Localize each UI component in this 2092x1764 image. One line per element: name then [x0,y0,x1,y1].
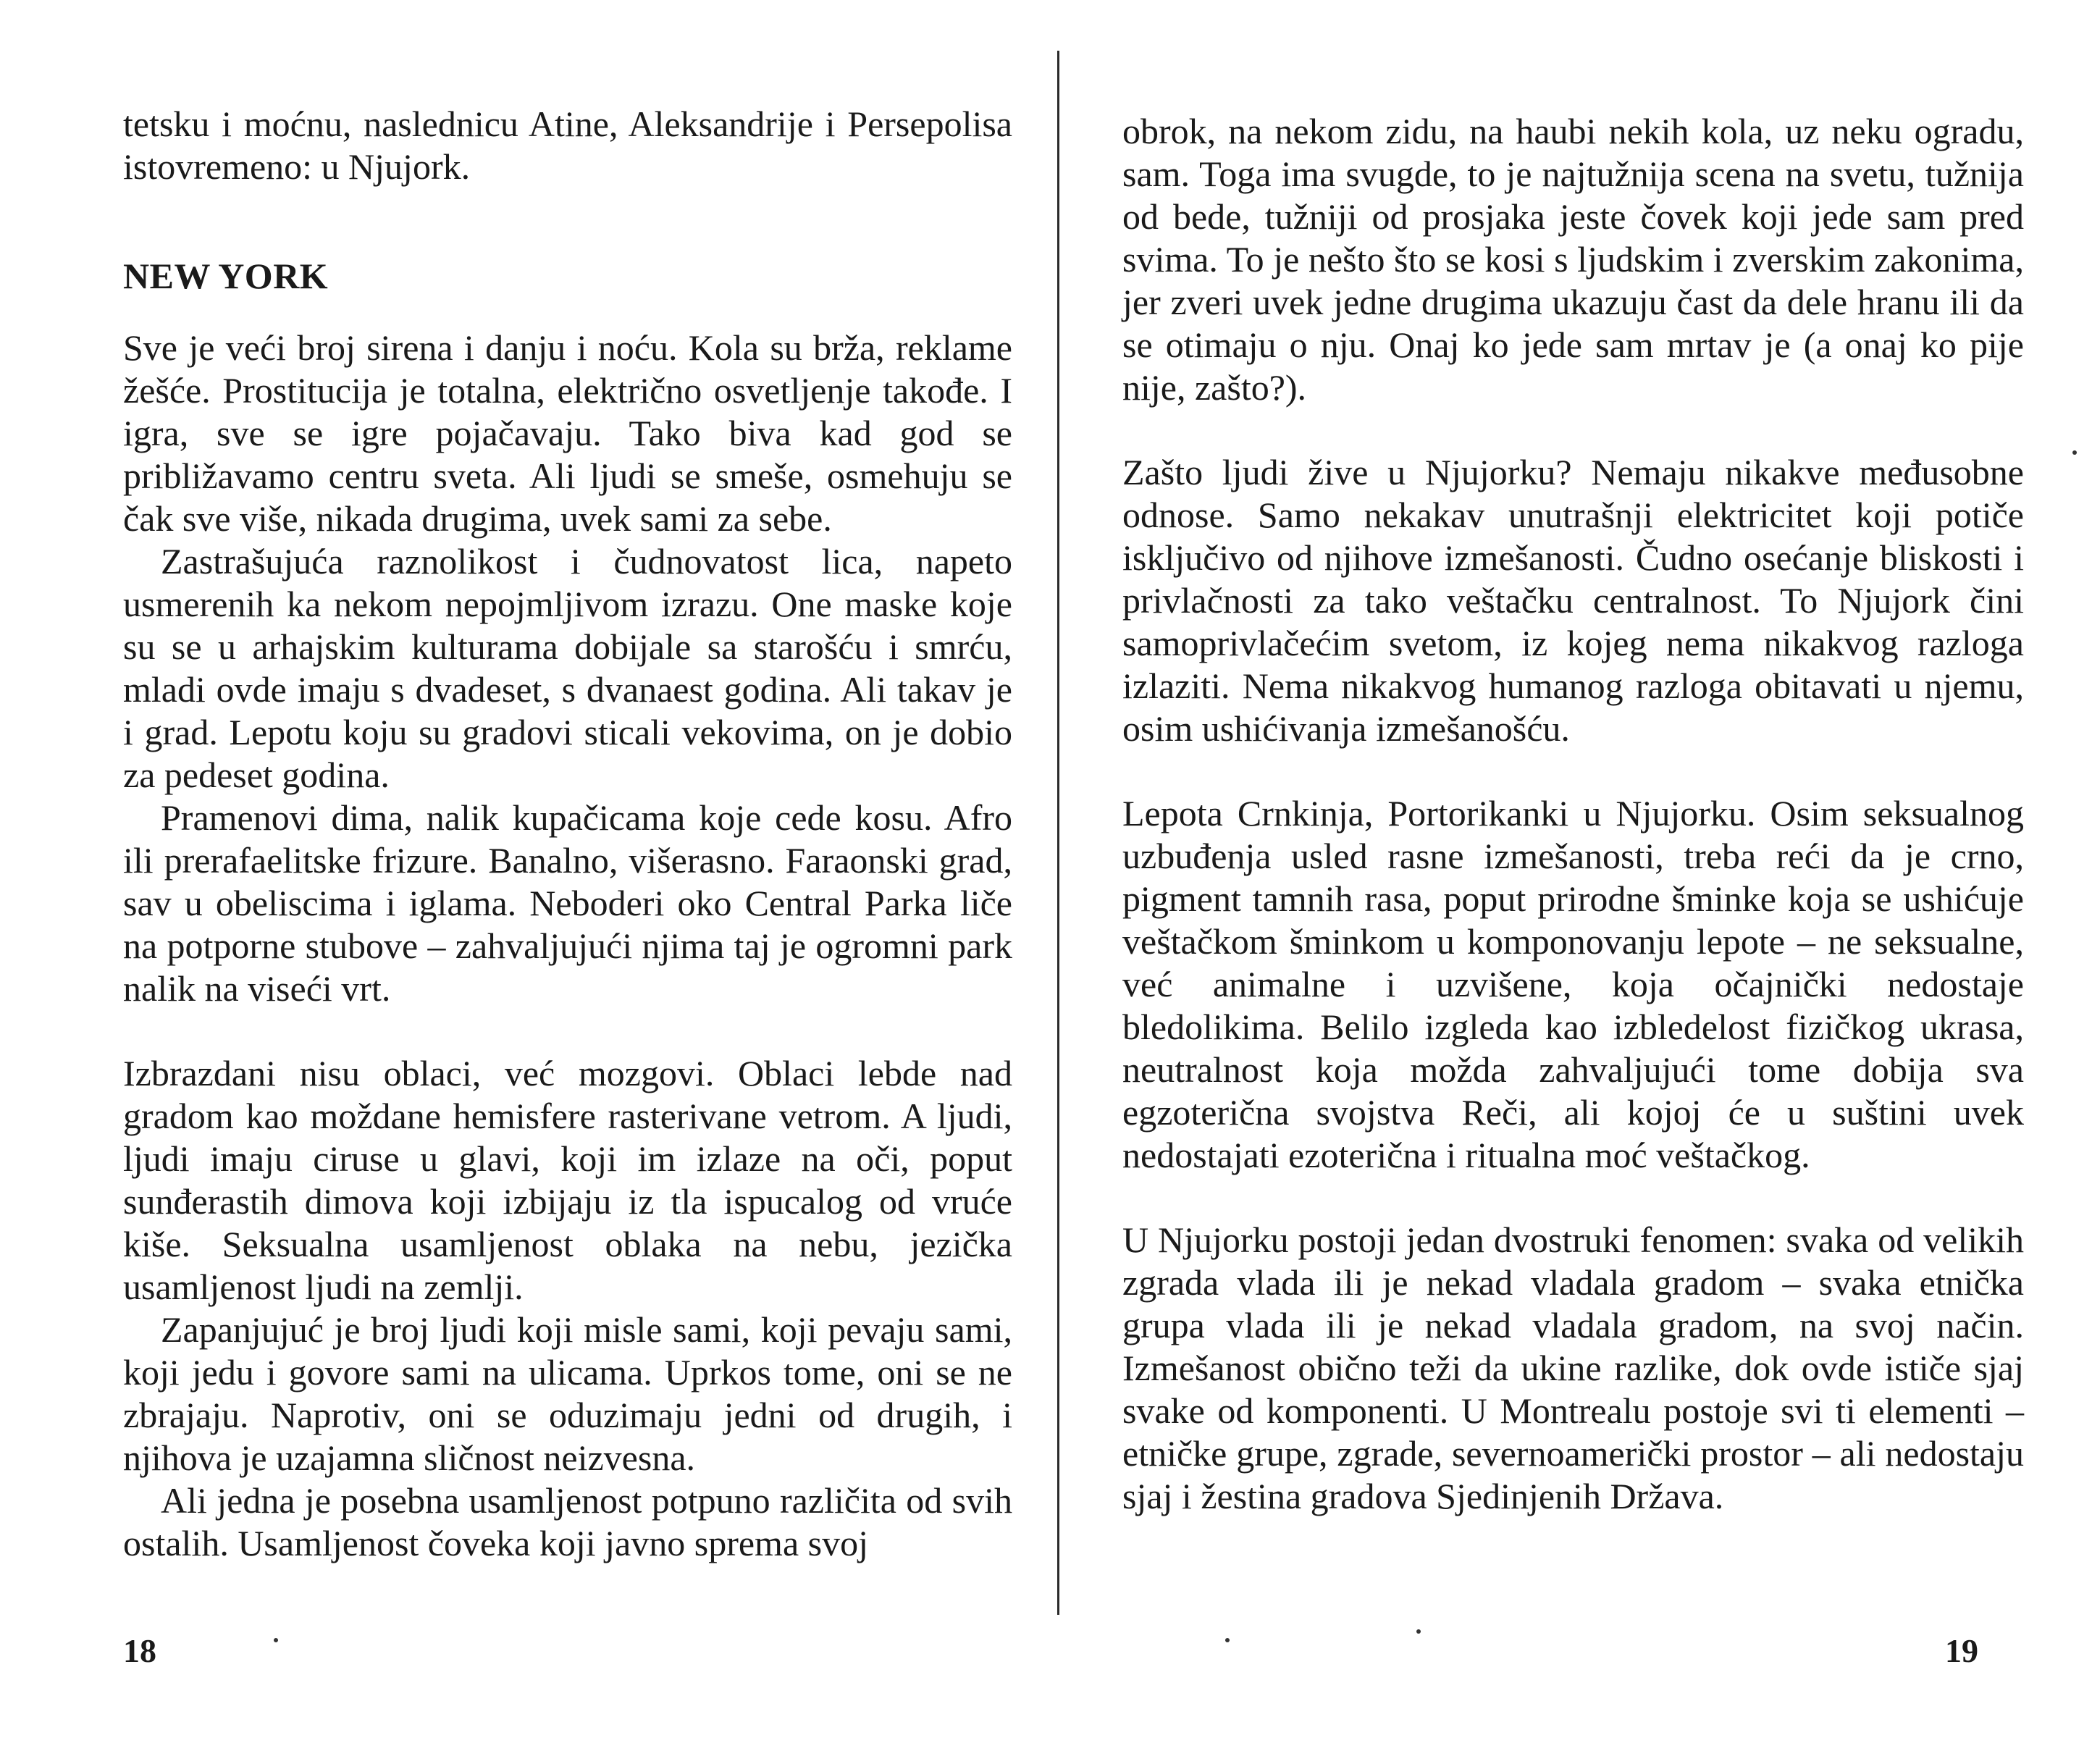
right-page [1057,0,2092,1764]
paragraph: Sve je veći broj sirena i danju i noću. Kola su brža, reklame žešće. Prostitucija je totalna, električno osvetljenje takođe. I igra, sve se igre pojačavaju. Tako biva kad god se približavamo centru sveta. Ali ljudi se smeše, osmehuju se čak sve više, nikada drugima, uvek sami za sebe. [123,327,1012,539]
page-number-left: 18 [123,1632,156,1669]
paragraph: Zastrašujuća raznolikost i čudnovatost lica, napeto usmerenih ka nekom nepojmljivom izrazu. One maske koje su se u arhajskim kulturama dobijale sa starošću i smrću, mladi ovde imaju s dvadeset, s dvanaest godina. Ali takav je i grad. Lepotu koju su gradovi sticali vekovima, on je dobio za pedeset godina. [123,541,1012,795]
scan-speck [2072,450,2077,455]
paragraph: Izbrazdani nisu oblaci, već mozgovi. Oblaci lebde nad gradom kao moždane hemisfere rasterivane vetrom. A ljudi, ljudi imaju ciruse u glavi, koji im izlaze na oči, poput sunđerastih dimova koji izbijaju iz tla ispucalog od vruće kiše. Seksualna usamljenost oblaka na nebu, jezička usamljenost ljudi na zemlji. [123,1053,1012,1307]
paragraph: Zašto ljudi žive u Njujorku? Nemaju nikakve međusobne odnose. Samo nekakav unutrašnji elektricitet koji potiče isključivo od njihove izmešanosti. Čudno osećanje bliskosti i privlačnosti za tako veštačku centralnost. To Njujork čini samoprivlačećim svetom, iz kojeg nema nikakvog razloga izlaziti. Nema nikakvog humanog razloga obitavati u njemu, osim ushićivanja izmešanošću. [1122,452,2024,749]
scan-speck [274,1638,278,1642]
right-page-text-column [1122,110,2024,1518]
page-number-right: 19 [1945,1632,1978,1669]
scan-speck [1225,1638,1230,1642]
paragraph: Pramenovi dima, nalik kupačicama koje cede kosu. Afro ili prerafaelitske frizure. Banalno, višerasno. Faraonski grad, sav u obeliscima i iglama. Neboderi oko Central Parka liče na potporne stubove – zahvaljujući njima taj je ogromni park nalik na viseći vrt. [123,797,1012,1009]
paragraph: Lepota Crnkinja, Portorikanki u Njujorku. Osim seksualnog uzbuđenja usled rasne izmešanosti, treba reći da je crno, pigment tamnih rasa, poput prirodne šminke koja se ushićuje veštačkom šminkom u komponovanju lepote – ne seksualne, već animalne i uzvišene, koja očajnički nedostaje bledolikima. Belilo izgleda kao izbledelost fizičkog ukrasa, neutralnost koja možda zahvaljujući tome dobija sva egzoterična svojstva Reči, ali kojoj će u suštini uvek nedostajati ezoterična i ritualna moć veštačkog. [1122,793,2024,1175]
section-heading: NEW YORK [123,256,329,296]
paragraph: tetsku i moćnu, naslednicu Atine, Aleksandrije i Persepolisa istovremeno: u Njujork. [123,104,1012,187]
scan-speck [1416,1629,1421,1634]
left-page-text-column [123,103,1012,1565]
paragraph: Zapanjujuć je broj ljudi koji misle sami, koji pevaju sami, koji jedu i govore sami na ulicama. Uprkos tome, oni se ne zbrajaju. Naprotiv, oni se oduzimaju jedni od drugih, i njihova je uzajamna sličnost neizvesna. [123,1309,1012,1478]
paragraph: Ali jedna je posebna usamljenost potpuno različita od svih ostalih. Usamljenost čoveka koji javno sprema svoj [123,1480,1012,1563]
paragraph: obrok, na nekom zidu, na haubi nekih kola, uz neku ogradu, sam. Toga ima svugde, to je najtužnija scena na svetu, tužnija od bede, tužniji od prosjaka jeste čovek koji jede sam pred svima. To je nešto što se kosi s ljudskim i zverskim zakonima, jer zveri uvek jedne drugima ukazuju čast da dele hranu ili da se otimaju o nju. Onaj ko jede sam mrtav je (a onaj ko pije nije, zašto?). [1122,111,2024,408]
paragraph: U Njujorku postoji jedan dvostruki fenomen: svaka od velikih zgrada vlada ili je nekad vladala gradom – svaka etnička grupa vlada ili je nekad vladala gradom, na svoj način. Izmešanost obično teži da ukine razlike, dok ovde ističe sjaj svake od komponenti. U Montrealu postoje svi ti elementi – etničke grupe, zgrade, severnoamerički prostor – ali nedostaju sjaj i žestina gradova Sjedinjenih Država. [1122,1219,2024,1516]
